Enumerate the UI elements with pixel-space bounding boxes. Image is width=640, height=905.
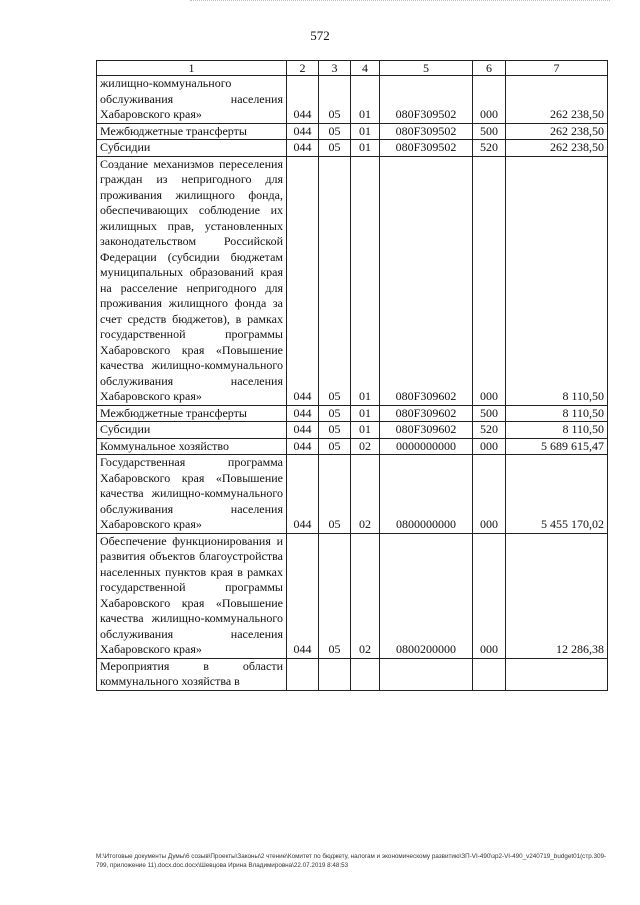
row-name: Межбюджетные трансферты [97,123,287,140]
header-cell: 7 [506,61,608,76]
document-path-footer: М:\Итоговые документы Думы\6 созыв\Проекты\Законы\2 чтение\Комитет по бюджету, налогам и экономическому развитию\ЗП-VI-490\зр2-VI-490_v240719_budget01(стр.309-799, приложение 11).docx.doc.docx\Шевцова Ирина Владимировна\22.07.2019 8:48:53 [96,853,607,869]
row-code [319,658,351,690]
row-code: 044 [287,140,319,157]
table-row [97,438,608,455]
row-code: 02 [351,438,380,455]
row-name: Субсидии [97,140,287,157]
row-code: 05 [319,123,351,140]
row-code: 080F309502 [380,76,473,124]
row-code: 05 [319,422,351,439]
table-row [97,658,608,690]
row-name: Государственная программа Хабаровского края «Повышение качества жилищно-коммунального обслуживания населения Хабаровского края» [97,455,287,534]
row-sum: 8 110,50 [506,405,608,422]
table-row [97,405,608,422]
row-code [380,658,473,690]
header-cell: 6 [473,61,506,76]
row-name: жилищно-коммунального обслуживания населения Хабаровского края» [97,76,287,124]
row-code: 044 [287,156,319,405]
row-code: 044 [287,76,319,124]
table-row [97,140,608,157]
table-row [97,455,608,534]
row-name: Коммунальное хозяйство [97,438,287,455]
row-code: 044 [287,123,319,140]
header-cell: 5 [380,61,473,76]
row-code: 000 [473,533,506,658]
row-code: 01 [351,422,380,439]
row-code: 05 [319,76,351,124]
row-code: 05 [319,405,351,422]
row-code: 000 [473,156,506,405]
row-sum: 262 238,50 [506,76,608,124]
row-code: 044 [287,422,319,439]
row-code: 05 [319,455,351,534]
row-code: 05 [319,533,351,658]
row-code: 01 [351,156,380,405]
row-code: 01 [351,123,380,140]
row-code: 000 [473,455,506,534]
row-code: 520 [473,422,506,439]
budget-table [96,60,608,691]
row-code: 01 [351,140,380,157]
row-code: 080F309502 [380,140,473,157]
table-row [97,76,608,124]
row-code: 01 [351,76,380,124]
row-code: 0800200000 [380,533,473,658]
row-sum: 8 110,50 [506,156,608,405]
row-code: 044 [287,405,319,422]
page-number: 572 [310,28,330,43]
row-code: 080F309602 [380,422,473,439]
row-code: 05 [319,438,351,455]
row-code: 080F309602 [380,405,473,422]
row-name: Межбюджетные трансферты [97,405,287,422]
row-code: 000 [473,76,506,124]
table-row [97,533,608,658]
row-code: 044 [287,455,319,534]
row-code: 500 [473,123,506,140]
row-code: 02 [351,455,380,534]
header-cell: 1 [97,61,287,76]
row-code: 02 [351,533,380,658]
row-sum: 262 238,50 [506,123,608,140]
row-code: 05 [319,140,351,157]
row-name: Мероприятия в области коммунального хозяйства в [97,658,287,690]
row-code: 500 [473,405,506,422]
row-code: 01 [351,405,380,422]
header-cell: 2 [287,61,319,76]
scan-artifact-line [190,0,610,3]
table-row [97,123,608,140]
row-code: 05 [319,156,351,405]
table-row [97,422,608,439]
row-code: 0800000000 [380,455,473,534]
row-code: 080F309602 [380,156,473,405]
row-code: 000 [473,438,506,455]
row-code [473,658,506,690]
row-sum: 5 455 170,02 [506,455,608,534]
row-code: 044 [287,533,319,658]
row-code: 520 [473,140,506,157]
row-code: 044 [287,438,319,455]
row-sum: 262 238,50 [506,140,608,157]
row-code [351,658,380,690]
row-sum: 5 689 615,47 [506,438,608,455]
row-name: Субсидии [97,422,287,439]
row-name: Создание механизмов переселения граждан из непригодного для проживания жилищного фонда, обеспечивающих соблюдение их жилищных прав, установленных законодательством Российской Федерации (субсидии бюджетам муниципальных образований края на расселение непригодного для проживания жилищного фонда за счет средств бюджетов), в рамках государственной программы Хабаровского края «Повышение качества жилищно-коммунального обслуживания населения Хабаровского края» [97,156,287,405]
header-cell: 4 [351,61,380,76]
row-code [287,658,319,690]
row-name: Обеспечение функционирования и развития объектов благоустройства населенных пунктов края в рамках государственной программы Хабаровского края «Повышение качества жилищно-коммунального обслуживания населения Хабаровского края» [97,533,287,658]
row-sum: 12 286,38 [506,533,608,658]
header-cell: 3 [319,61,351,76]
table-header-row [97,61,608,76]
row-sum [506,658,608,690]
row-code: 0000000000 [380,438,473,455]
table-row [97,156,608,405]
row-sum: 8 110,50 [506,422,608,439]
row-code: 080F309502 [380,123,473,140]
